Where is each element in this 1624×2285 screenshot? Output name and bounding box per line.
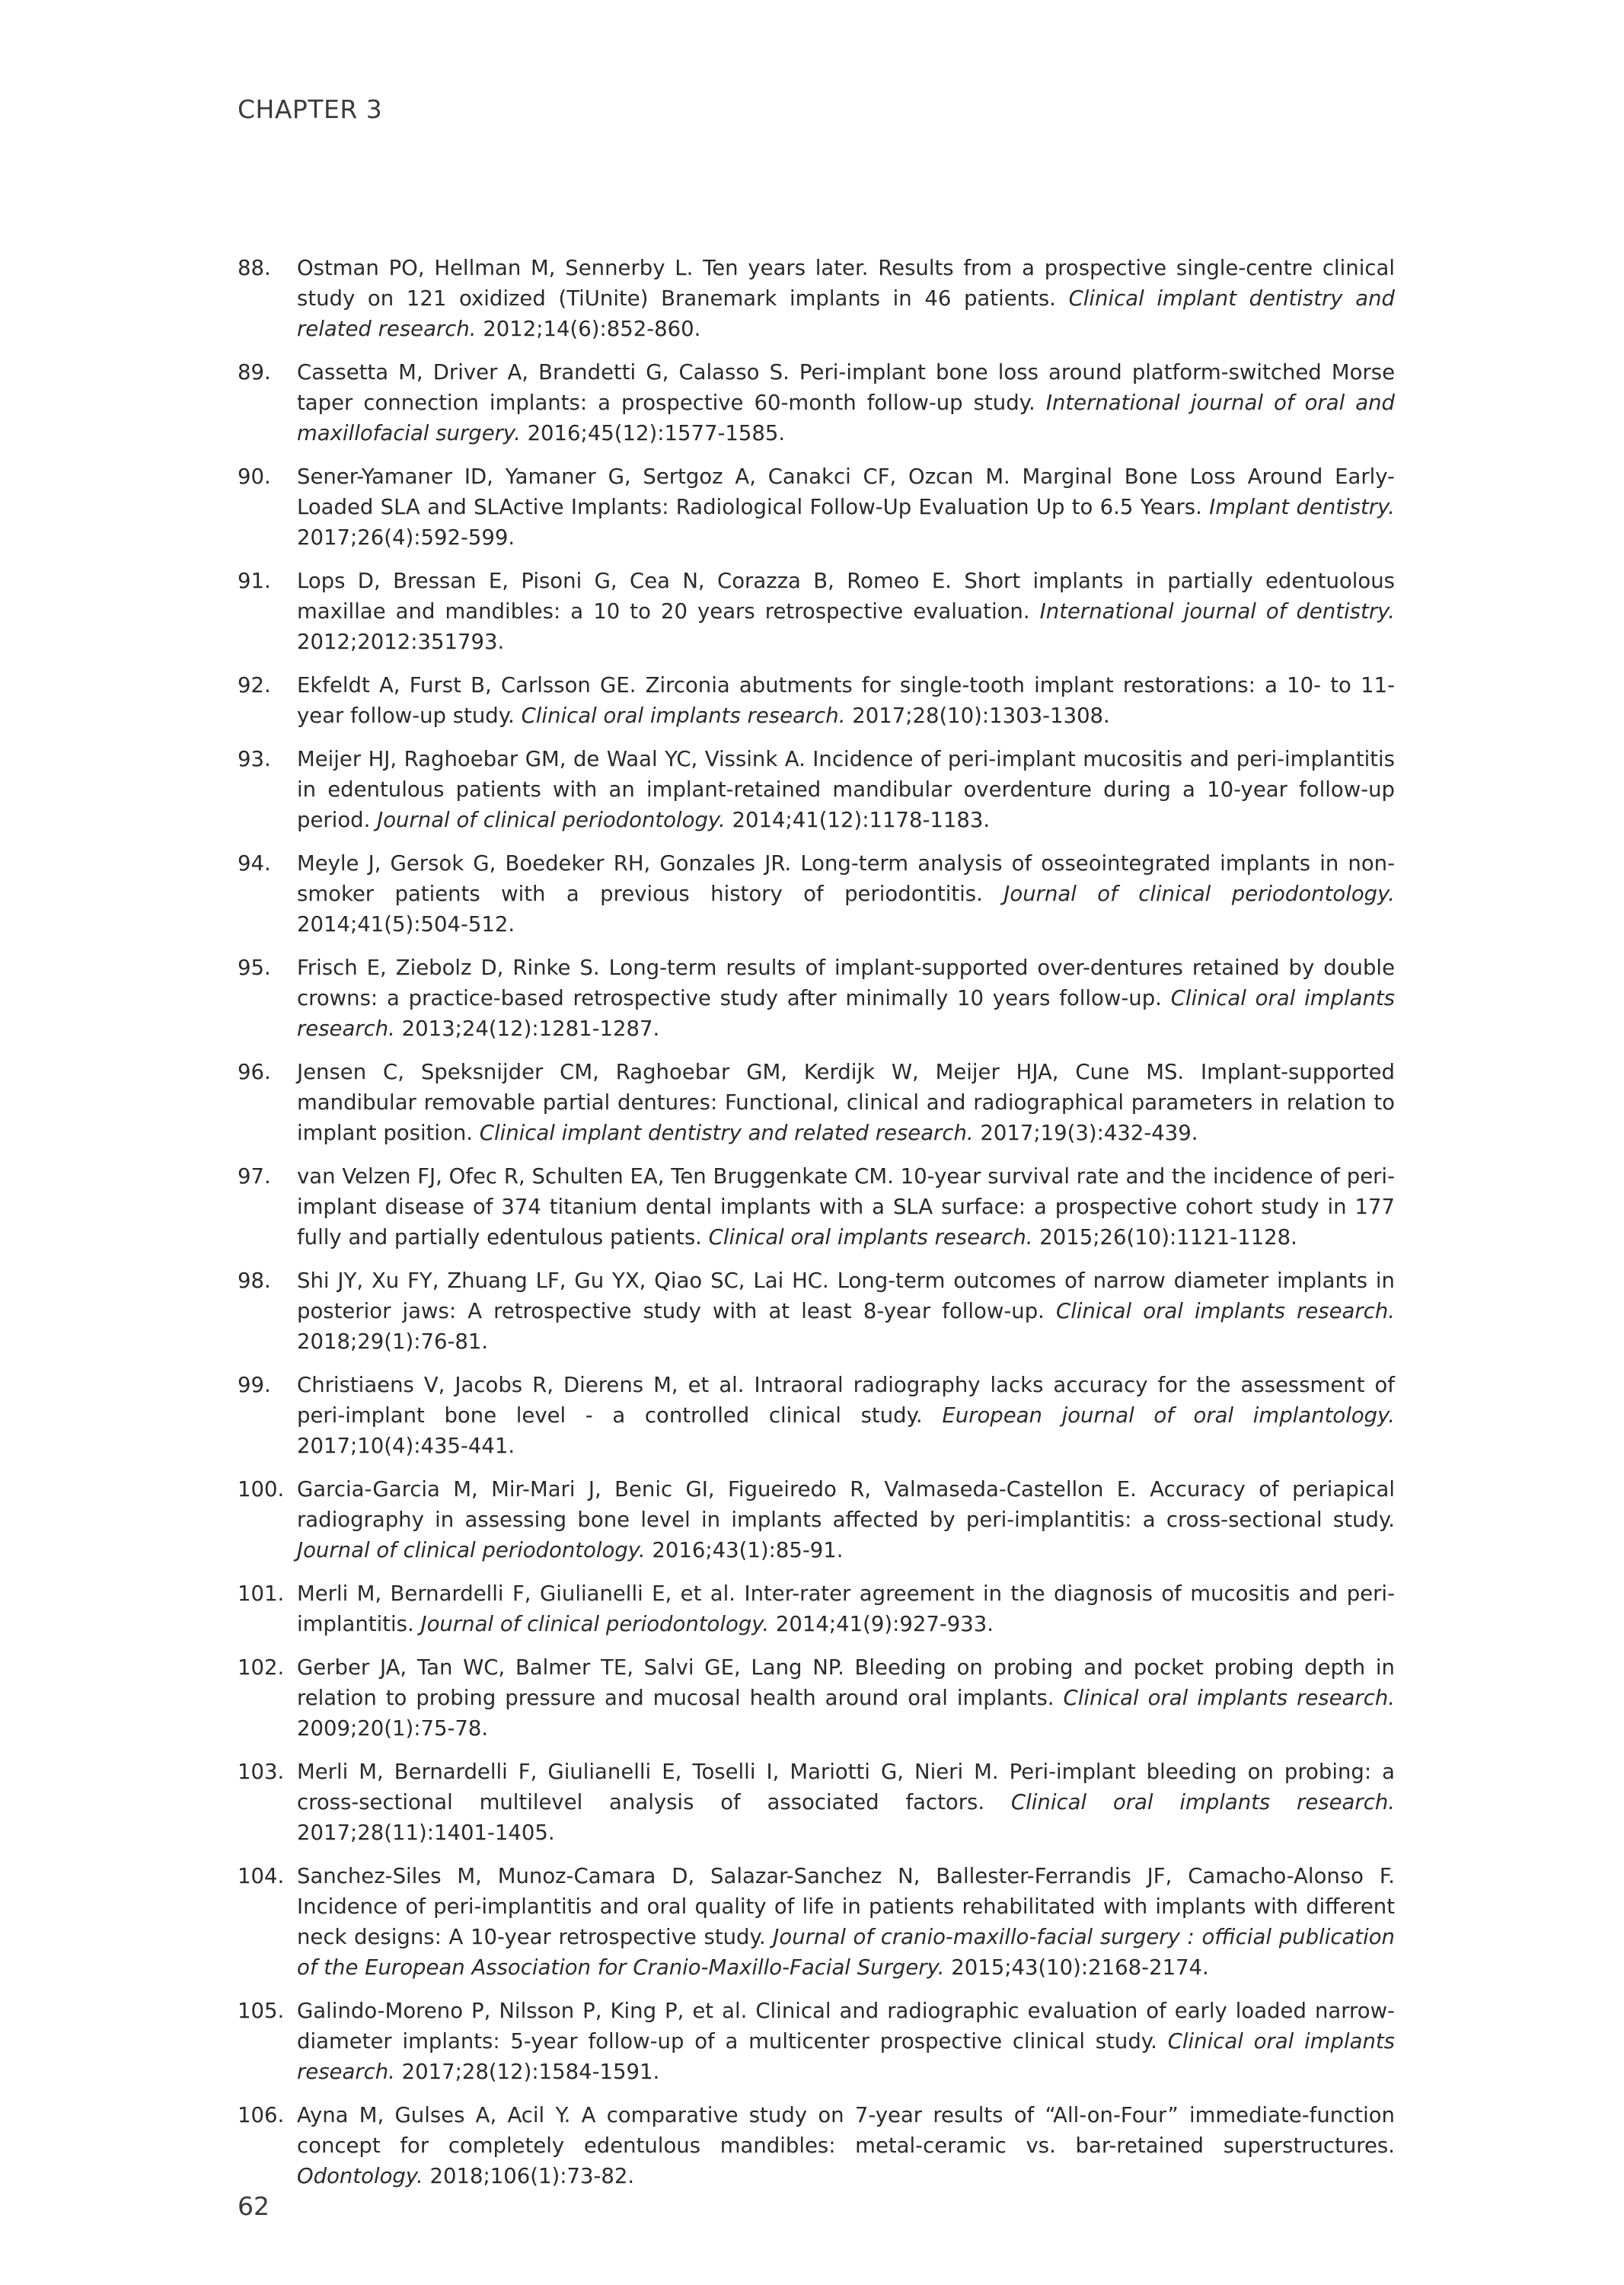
reference-item xyxy=(238,1370,1395,1461)
reference-citation: 2014;41(9):927-933. xyxy=(775,1612,994,1636)
reference-item xyxy=(238,357,1395,448)
reference-number: 95. xyxy=(238,956,271,980)
reference-text xyxy=(297,461,1395,553)
reference-number: 100. xyxy=(238,1477,285,1502)
reference-number: 93. xyxy=(238,747,271,771)
reference-text xyxy=(297,1370,1395,1461)
reference-item xyxy=(238,1861,1395,1983)
reference-number: 106. xyxy=(238,2103,285,2127)
reference-number: 104. xyxy=(238,1864,285,1888)
reference-authors-title: Garcia-Garcia M, Mir-Mari J, Benic GI, Figueiredo R, Valmaseda-Castellon E. Accuracy of periapical radiography in assessing bone level in implants affected by peri-implantitis: a cross-sectional study. xyxy=(297,1477,1395,1532)
reference-authors-title: van Velzen FJ, Ofec R, Schulten EA, Ten Bruggenkate CM. 10-year survival rate and the incidence of peri-implant disease of 374 titanium dental implants with a SLA surface: a prospective cohort study in 177 fully and partially edentulous patients. xyxy=(297,1164,1395,1249)
reference-citation: 2017;10(4):435-441. xyxy=(297,1434,515,1458)
reference-text xyxy=(297,2100,1395,2191)
reference-text xyxy=(297,1757,1395,1848)
reference-text xyxy=(297,1057,1395,1148)
reference-journal: Journal of clinical periodontology. xyxy=(297,1538,646,1562)
reference-text xyxy=(297,744,1395,835)
reference-authors-title: Frisch E, Ziebolz D, Rinke S. Long-term results of implant-supported over-dentures retained by double crowns: a practice-based retrospective study after minimally 10 years follow-up. xyxy=(297,956,1395,1010)
reference-number: 105. xyxy=(238,1999,285,2023)
reference-number: 102. xyxy=(238,1655,285,1680)
reference-citation: 2013;24(12):1281-1287. xyxy=(401,1016,660,1041)
reference-journal: Clinical oral implants research. xyxy=(297,2029,1395,2084)
reference-text xyxy=(297,1474,1395,1565)
reference-citation: 2017;28(10):1303-1308. xyxy=(852,704,1110,728)
reference-authors-title: Meijer HJ, Raghoebar GM, de Waal YC, Vissink A. Incidence of peri-implant mucositis and peri-implantitis in edentulous patients with an implant-retained mandibular overdenture during a 10-year follow-up period. xyxy=(297,747,1395,832)
reference-text xyxy=(297,253,1395,344)
reference-item xyxy=(238,1265,1395,1357)
reference-number: 90. xyxy=(238,464,271,489)
reference-number: 98. xyxy=(238,1269,271,1293)
reference-authors-title: Jensen C, Speksnijder CM, Raghoebar GM, Kerdijk W, Meijer HJA, Cune MS. Implant-supported mandibular removable partial dentures: Functional, clinical and radiographical parameters in relation to implant position. xyxy=(297,1060,1395,1145)
reference-authors-title: Merli M, Bernardelli F, Giulianelli E, et al. Inter-rater agreement in the diagnosis of mucositis and peri-implantitis. xyxy=(297,1581,1395,1636)
reference-journal: European journal of oral implantology. xyxy=(942,1403,1395,1428)
page-number: 62 xyxy=(238,2191,270,2221)
reference-journal: Clinical implant dentistry and related research. xyxy=(297,286,1395,341)
reference-item xyxy=(238,1757,1395,1848)
reference-number: 92. xyxy=(238,673,271,697)
reference-number: 99. xyxy=(238,1373,271,1397)
reference-item xyxy=(238,744,1395,835)
reference-text xyxy=(297,566,1395,657)
reference-list xyxy=(238,253,1395,2204)
reference-citation: 2017;28(12):1584-1591. xyxy=(401,2060,660,2084)
reference-item xyxy=(238,2100,1395,2191)
reference-text xyxy=(297,848,1395,940)
reference-journal: Clinical implant dentistry and related research. xyxy=(479,1121,974,1145)
reference-journal: Clinical oral implants research. xyxy=(297,986,1396,1041)
reference-authors-title: Christiaens V, Jacobs R, Dierens M, et al. Intraoral radiography lacks accuracy for the assessment of peri-implant bone level - a controlled clinical study. xyxy=(297,1373,1395,1428)
reference-text xyxy=(297,1265,1395,1357)
reference-item xyxy=(238,1996,1395,2087)
reference-number: 89. xyxy=(238,360,271,385)
reference-journal: Journal of clinical periodontology. xyxy=(420,1612,770,1636)
reference-authors-title: Ayna M, Gulses A, Acil Y. A comparative study on 7-year results of “All-on-Four” immediate-function concept for completely edentulous mandibles: metal-ceramic vs. bar-retained superstructures. xyxy=(297,2103,1395,2158)
reference-item xyxy=(238,566,1395,657)
chapter-header: CHAPTER 3 xyxy=(238,94,383,124)
reference-number: 91. xyxy=(238,569,271,593)
reference-number: 101. xyxy=(238,1581,285,1606)
reference-citation: 2018;29(1):76-81. xyxy=(297,1329,489,1354)
reference-citation: 2012;2012:351793. xyxy=(297,630,505,654)
reference-text xyxy=(297,357,1395,448)
reference-journal: Odontology. xyxy=(297,2164,423,2188)
reference-authors-title: Ostman PO, Hellman M, Sennerby L. Ten years later. Results from a prospective single-centre clinical study on 121 oxidized (TiUnite) Branemark implants in 46 patients. xyxy=(297,256,1395,311)
reference-journal: Journal of clinical periodontology. xyxy=(1003,882,1396,906)
reference-authors-title: Lops D, Bressan E, Pisoni G, Cea N, Corazza B, Romeo E. Short implants in partially edentuolous maxillae and mandibles: a 10 to 20 years retrospective evaluation. xyxy=(297,569,1395,624)
reference-item xyxy=(238,848,1395,940)
reference-journal: International journal of dentistry. xyxy=(1039,599,1396,624)
reference-item xyxy=(238,1652,1395,1744)
reference-authors-title: Ekfeldt A, Furst B, Carlsson GE. Zirconia abutments for single-tooth implant restorations: a 10- to 11-year follow-up study. xyxy=(297,673,1395,728)
reference-journal: International journal of oral and maxillofacial surgery. xyxy=(297,391,1395,445)
reference-authors-title: Gerber JA, Tan WC, Balmer TE, Salvi GE, Lang NP. Bleeding on probing and pocket probing depth in relation to probing pressure and mucosal health around oral implants. xyxy=(297,1655,1395,1710)
reference-number: 88. xyxy=(238,256,271,280)
reference-citation: 2017;28(11):1401-1405. xyxy=(297,1821,555,1845)
reference-citation: 2015;26(10):1121-1128. xyxy=(1039,1225,1297,1249)
reference-item xyxy=(238,953,1395,1044)
reference-item xyxy=(238,1474,1395,1565)
reference-item xyxy=(238,253,1395,344)
reference-citation: 2017;26(4):592-599. xyxy=(297,525,515,550)
reference-citation: 2015;43(10):2168-2174. xyxy=(951,1955,1209,1980)
reference-citation: 2016;43(1):85-91. xyxy=(652,1538,844,1562)
reference-citation: 2018;106(1):73-82. xyxy=(429,2164,635,2188)
reference-citation: 2009;20(1):75-78. xyxy=(297,1716,489,1741)
reference-text xyxy=(297,1161,1395,1253)
reference-authors-title: Sanchez-Siles M, Munoz-Camara D, Salazar-Sanchez N, Ballester-Ferrandis JF, Camacho-Alonso F. Incidence of peri-implantitis and oral quality of life in patients rehabilitated with implants with different neck designs: A 10-year retrospective study. xyxy=(297,1864,1395,1949)
reference-authors-title: Meyle J, Gersok G, Boedeker RH, Gonzales JR. Long-term analysis of osseointegrated implants in non-smoker patients with a previous history of periodontitis. xyxy=(297,851,1395,906)
reference-number: 103. xyxy=(238,1760,285,1784)
reference-journal: Clinical oral implants research. xyxy=(708,1225,1033,1249)
reference-citation: 2012;14(6):852-860. xyxy=(483,317,701,341)
reference-authors-title: Galindo-Moreno P, Nilsson P, King P, et al. Clinical and radiographic evaluation of early loaded narrow-diameter implants: 5-year follow-up of a multicenter prospective clinical study. xyxy=(297,1999,1395,2054)
reference-text xyxy=(297,1861,1395,1983)
reference-item xyxy=(238,670,1395,731)
reference-number: 94. xyxy=(238,851,271,876)
reference-item xyxy=(238,1578,1395,1639)
reference-authors-title: Sener-Yamaner ID, Yamaner G, Sertgoz A, Canakci CF, Ozcan M. Marginal Bone Loss Around Early-Loaded SLA and SLActive Implants: Radiological Follow-Up Evaluation Up to 6.5 Years. xyxy=(297,464,1395,519)
reference-text xyxy=(297,1996,1395,2087)
reference-number: 97. xyxy=(238,1164,271,1189)
reference-text xyxy=(297,1652,1395,1744)
reference-journal: Journal of cranio-maxillo-facial surgery : official publication of the European Association for Cranio-Maxillo-Facial Surgery. xyxy=(297,1925,1395,1980)
reference-item xyxy=(238,461,1395,553)
reference-authors-title: Merli M, Bernardelli F, Giulianelli E, Toselli I, Mariotti G, Nieri M. Peri-implant bleeding on probing: a cross-sectional multilevel analysis of associated factors. xyxy=(297,1760,1395,1814)
reference-text xyxy=(297,670,1395,731)
reference-text xyxy=(297,1578,1395,1639)
reference-authors-title: Cassetta M, Driver A, Brandetti G, Calasso S. Peri-implant bone loss around platform-switched Morse taper connection implants: a prospective 60-month follow-up study. xyxy=(297,360,1395,415)
reference-citation: 2014;41(12):1178-1183. xyxy=(732,808,991,832)
reference-journal: Clinical oral implants research. xyxy=(1056,1299,1395,1323)
reference-item xyxy=(238,1161,1395,1253)
reference-citation: 2014;41(5):504-512. xyxy=(297,912,515,937)
reference-journal: Implant dentistry. xyxy=(1209,495,1395,519)
reference-number: 96. xyxy=(238,1060,271,1084)
reference-citation: 2016;45(12):1577-1585. xyxy=(527,421,786,445)
reference-text xyxy=(297,953,1395,1044)
reference-journal: Clinical oral implants research. xyxy=(1010,1790,1395,1814)
reference-journal: Clinical oral implants research. xyxy=(1063,1686,1395,1710)
reference-item xyxy=(238,1057,1395,1148)
reference-journal: Clinical oral implants research. xyxy=(521,704,846,728)
reference-citation: 2017;19(3):432-439. xyxy=(980,1121,1198,1145)
reference-authors-title: Shi JY, Xu FY, Zhuang LF, Gu YX, Qiao SC, Lai HC. Long-term outcomes of narrow diameter implants in posterior jaws: A retrospective study with at least 8-year follow-up. xyxy=(297,1269,1395,1323)
reference-journal: Journal of clinical periodontology. xyxy=(377,808,726,832)
